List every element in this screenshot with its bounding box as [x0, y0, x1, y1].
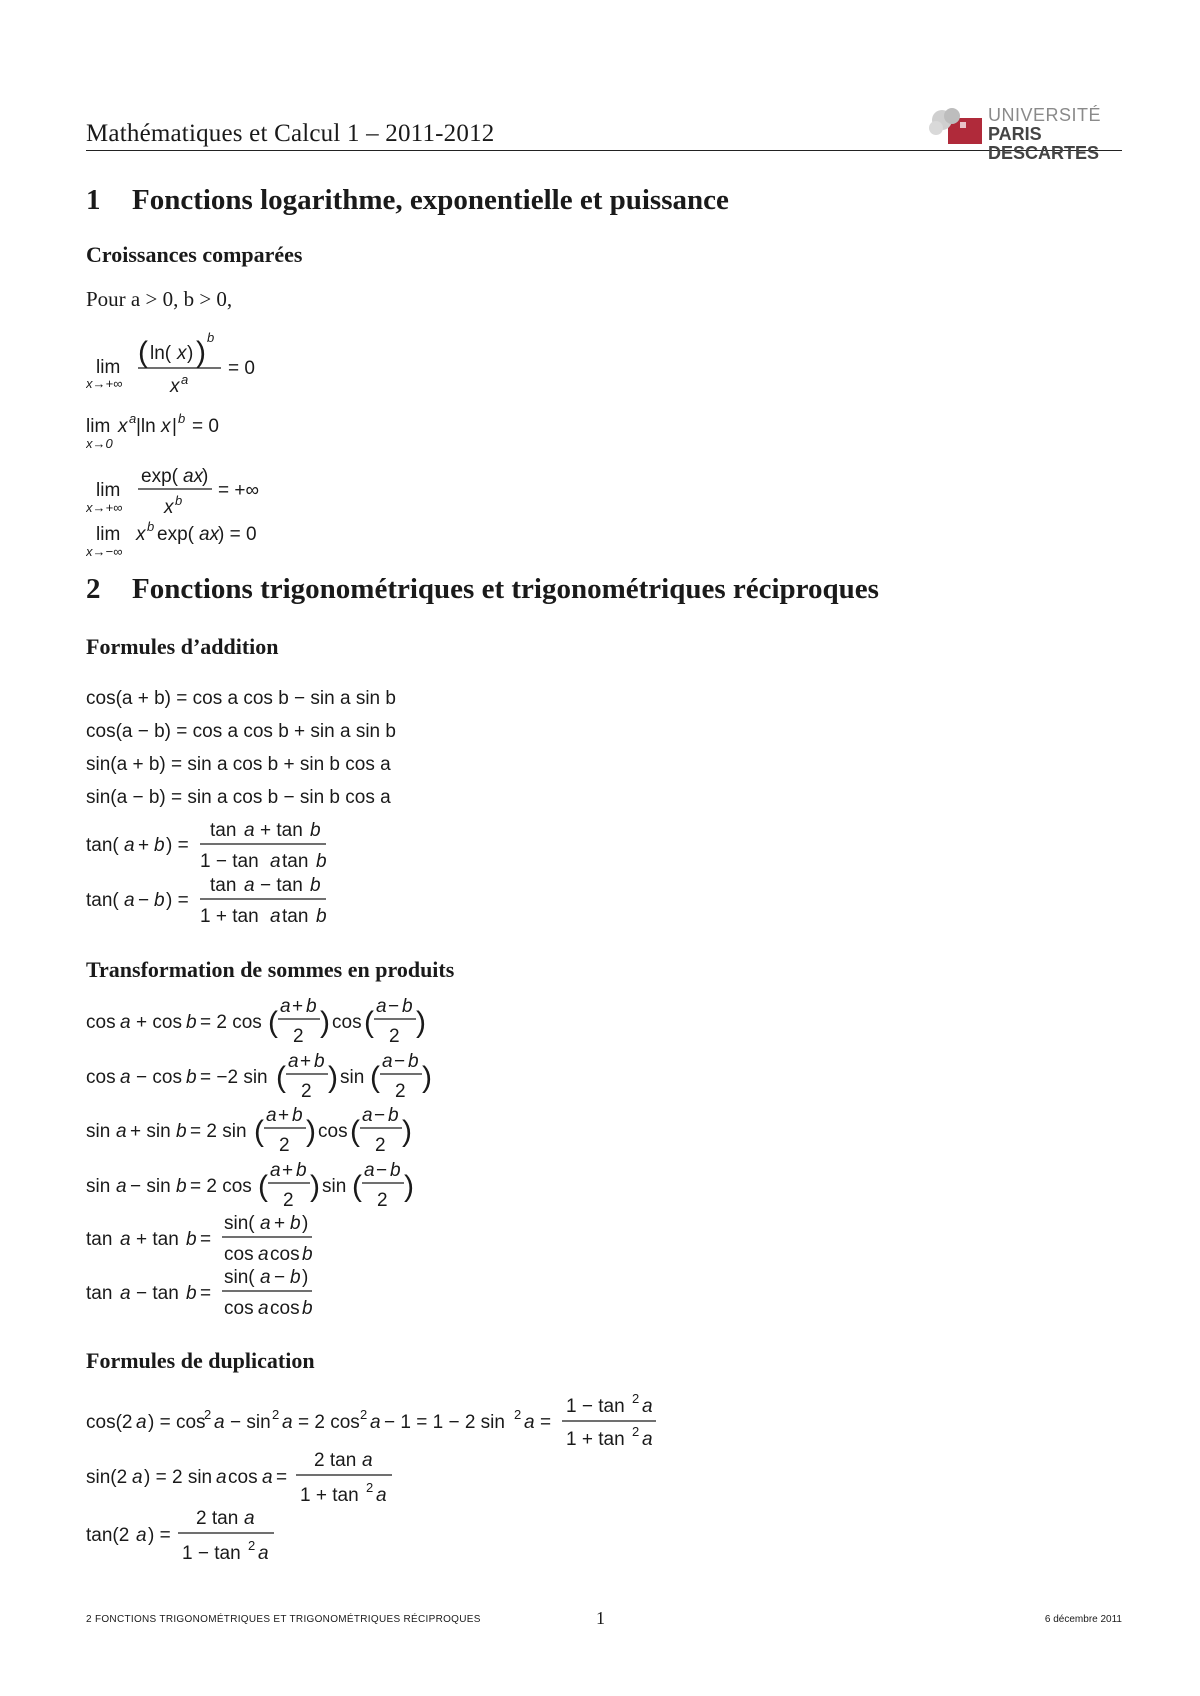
- svg-text:a: a: [362, 1105, 373, 1126]
- svg-text:tan(2: tan(2: [86, 1525, 130, 1546]
- svg-text:2: 2: [395, 1081, 406, 1102]
- svg-text:b: b: [147, 519, 155, 534]
- svg-text:exp(: exp(: [141, 466, 178, 487]
- svg-text:b: b: [292, 1105, 303, 1126]
- section-title: Fonctions trigonométriques et trigonométriques réciproques: [132, 573, 879, 605]
- svg-text:−: −: [376, 1160, 388, 1181]
- svg-text:a: a: [116, 1121, 127, 1142]
- svg-text:b: b: [186, 1283, 197, 1304]
- svg-text:a: a: [270, 851, 281, 872]
- svg-text:a: a: [282, 1412, 293, 1433]
- svg-text:tan: tan: [282, 906, 309, 927]
- svg-text:): ): [404, 1170, 414, 1203]
- svg-text:cos: cos: [224, 1298, 254, 1319]
- svg-text:a: a: [120, 1283, 131, 1304]
- svg-text:+: +: [138, 835, 150, 856]
- svg-text:a: a: [270, 906, 281, 927]
- svg-text:x→0: x→0: [86, 436, 113, 451]
- svg-text:a: a: [244, 875, 255, 896]
- svg-text:): ): [202, 466, 209, 487]
- svg-text:): ): [422, 1061, 432, 1094]
- svg-text:x→+∞: x→+∞: [86, 376, 123, 391]
- svg-text:(: (: [138, 336, 148, 369]
- svg-text:tan: tan: [86, 1283, 113, 1304]
- svg-text:a: a: [642, 1396, 653, 1417]
- svg-text:exp(: exp(: [157, 524, 194, 545]
- svg-text:a: a: [260, 1213, 271, 1234]
- svg-text:a: a: [362, 1450, 373, 1471]
- svg-text:cos: cos: [270, 1298, 300, 1319]
- svg-text:+: +: [300, 1051, 312, 1072]
- svg-text:(: (: [254, 1115, 264, 1148]
- svg-text:cos: cos: [86, 1067, 116, 1088]
- svg-text:sin: sin: [322, 1176, 347, 1197]
- svg-text:= 2 cos: = 2 cos: [200, 1012, 262, 1033]
- svg-text:b: b: [402, 996, 413, 1017]
- svg-text:a: a: [120, 1067, 131, 1088]
- svg-text:(: (: [268, 1006, 278, 1039]
- svg-text:): ): [196, 336, 206, 369]
- logo-line-2: PARIS DESCARTES: [988, 124, 1100, 163]
- footer-section-label: 2 FONCTIONS TRIGONOMÉTRIQUES ET TRIGONOMÉTRIQUES RÉCIPROQUES: [86, 1614, 481, 1625]
- svg-text:tan: tan: [282, 851, 309, 872]
- svg-text:): ): [302, 1213, 309, 1234]
- svg-text:b: b: [175, 493, 183, 508]
- svg-text:b: b: [310, 875, 321, 896]
- addition-formula-4: sin(a − b) = sin a cos b − sin b cos a: [86, 787, 391, 808]
- svg-text:= 0: = 0: [228, 358, 255, 379]
- svg-text:x: x: [118, 416, 128, 437]
- svg-text:cos: cos: [270, 1244, 300, 1265]
- svg-text:(: (: [352, 1170, 362, 1203]
- transformation-formula-6: [86, 1262, 426, 1326]
- svg-text:2: 2: [632, 1391, 640, 1406]
- svg-text:1 + tan: 1 + tan: [300, 1485, 359, 1506]
- svg-text:a: a: [524, 1412, 535, 1433]
- svg-text:− tan: − tan: [136, 1283, 179, 1304]
- svg-text:−: −: [388, 996, 400, 1017]
- svg-text:) =: ) =: [166, 890, 189, 911]
- svg-text:a: a: [244, 820, 255, 841]
- svg-text:a: a: [270, 1160, 281, 1181]
- section-title: Fonctions logarithme, exponentielle et puissance: [132, 184, 729, 216]
- section-2-heading: [86, 573, 879, 606]
- svg-text:−: −: [374, 1105, 386, 1126]
- svg-text:a: a: [214, 1412, 225, 1433]
- svg-text:a: a: [258, 1298, 269, 1319]
- svg-text:− sin: − sin: [130, 1176, 171, 1197]
- svg-text:+ sin: + sin: [130, 1121, 171, 1142]
- svg-text:b: b: [154, 890, 165, 911]
- svg-text:2 tan: 2 tan: [314, 1450, 357, 1471]
- svg-text:sin: sin: [86, 1176, 111, 1197]
- svg-text:+: +: [278, 1105, 290, 1126]
- svg-text:a: a: [244, 1508, 255, 1529]
- svg-text:) = 2 sin: ) = 2 sin: [144, 1467, 213, 1488]
- svg-text:2: 2: [375, 1135, 386, 1156]
- svg-text:+ tan: + tan: [136, 1229, 179, 1250]
- svg-text:−: −: [138, 890, 150, 911]
- svg-text:a: a: [120, 1012, 131, 1033]
- section-number: 1: [86, 184, 101, 216]
- svg-text:a: a: [262, 1467, 273, 1488]
- svg-text:= +∞: = +∞: [218, 480, 260, 501]
- svg-text:b: b: [302, 1298, 313, 1319]
- addition-formula-1: cos(a + b) = cos a cos b − sin a sin b: [86, 688, 396, 709]
- svg-text:1 + tan: 1 + tan: [200, 906, 259, 927]
- svg-text:tan: tan: [210, 820, 237, 841]
- svg-text:cos: cos: [224, 1244, 254, 1265]
- svg-text:2: 2: [272, 1407, 280, 1422]
- subsection-addition: Formules d’addition: [86, 634, 279, 659]
- svg-text:a: a: [136, 1412, 147, 1433]
- subsection-duplication: Formules de duplication: [86, 1348, 315, 1373]
- svg-text:cos: cos: [86, 1012, 116, 1033]
- svg-text:2: 2: [366, 1480, 374, 1495]
- svg-text:a: a: [370, 1412, 381, 1433]
- svg-text:a: a: [376, 996, 387, 1017]
- svg-text:= −2 sin: = −2 sin: [200, 1067, 268, 1088]
- svg-text:a: a: [364, 1160, 375, 1181]
- svg-text:= 2 cos: = 2 cos: [190, 1176, 252, 1197]
- intro-text: Pour a > 0, b > 0,: [86, 287, 233, 311]
- svg-text:2: 2: [283, 1190, 294, 1211]
- svg-text:− tan: − tan: [260, 875, 303, 896]
- svg-text:ax: ax: [183, 466, 204, 487]
- svg-text:a: a: [116, 1176, 127, 1197]
- subsection-transformation: Transformation de sommes en produits: [86, 957, 455, 982]
- svg-text:a: a: [260, 1267, 271, 1288]
- svg-text:a: a: [376, 1485, 387, 1506]
- svg-text:= 2 sin: = 2 sin: [190, 1121, 247, 1142]
- svg-text:): ): [402, 1115, 412, 1148]
- svg-text:b: b: [290, 1213, 301, 1234]
- svg-text:a: a: [120, 1229, 131, 1250]
- svg-text:) =: ) =: [166, 835, 189, 856]
- svg-text:2: 2: [279, 1135, 290, 1156]
- svg-text:sin: sin: [86, 1121, 111, 1142]
- svg-text:a: a: [129, 411, 137, 426]
- transformation-formula-1: [86, 992, 506, 1052]
- svg-text:cos(2: cos(2: [86, 1412, 133, 1433]
- svg-text:x: x: [177, 343, 187, 364]
- svg-text:=: =: [200, 1229, 212, 1250]
- section-number: 2: [86, 573, 101, 605]
- svg-text:1 − tan: 1 − tan: [182, 1543, 241, 1564]
- svg-text:a: a: [216, 1467, 227, 1488]
- svg-text:x→−∞: x→−∞: [86, 544, 123, 559]
- svg-text:) = 0: ) = 0: [218, 524, 257, 545]
- svg-text:x→+∞: x→+∞: [86, 500, 123, 515]
- svg-text:sin: sin: [340, 1067, 365, 1088]
- svg-text:a: a: [288, 1051, 299, 1072]
- svg-text:b: b: [316, 906, 327, 927]
- svg-text:−: −: [394, 1051, 406, 1072]
- svg-text:lim: lim: [96, 480, 121, 501]
- page-footer: [86, 1610, 1122, 1630]
- svg-text:): ): [187, 343, 194, 364]
- svg-text:(: (: [258, 1170, 268, 1203]
- transformation-formula-4: [86, 1156, 506, 1216]
- svg-text:b: b: [176, 1121, 187, 1142]
- svg-text:b: b: [314, 1051, 325, 1072]
- svg-text:a: a: [124, 835, 135, 856]
- svg-text:x: x: [136, 524, 146, 545]
- page-number: 1: [596, 1608, 605, 1628]
- svg-text:= 2 cos: = 2 cos: [298, 1412, 360, 1433]
- svg-text:tan(: tan(: [86, 835, 119, 856]
- svg-text:a: a: [124, 890, 135, 911]
- svg-text:− cos: − cos: [136, 1067, 182, 1088]
- svg-text:b: b: [408, 1051, 419, 1072]
- svg-text:(: (: [370, 1061, 380, 1094]
- svg-text:): ): [310, 1170, 320, 1203]
- svg-text:=: =: [276, 1467, 288, 1488]
- svg-text:2: 2: [632, 1424, 640, 1439]
- addition-formula-3: sin(a + b) = sin a cos b + sin b cos a: [86, 754, 391, 775]
- svg-text:a: a: [382, 1051, 393, 1072]
- svg-text:2: 2: [301, 1081, 312, 1102]
- svg-text:cos: cos: [228, 1467, 258, 1488]
- svg-text:|ln: |ln: [136, 416, 156, 437]
- svg-text:) =: ) =: [148, 1525, 171, 1546]
- section-1-heading: [86, 184, 729, 217]
- svg-text:a: a: [642, 1429, 653, 1450]
- header-title: Mathématiques et Calcul 1 – 2011-2012: [86, 120, 495, 147]
- svg-text:x: x: [161, 416, 171, 437]
- svg-text:b: b: [176, 1176, 187, 1197]
- limit-formula-2: [86, 408, 386, 462]
- logo-line-1: UNIVERSITÉ: [988, 105, 1102, 125]
- addition-formula-2: cos(a − b) = cos a cos b + sin a sin b: [86, 721, 396, 742]
- svg-text:sin(: sin(: [224, 1267, 255, 1288]
- svg-text:a: a: [258, 1543, 269, 1564]
- svg-text:+ tan: + tan: [260, 820, 303, 841]
- svg-text:b: b: [316, 851, 327, 872]
- svg-text:): ): [328, 1061, 338, 1094]
- svg-text:=: =: [200, 1283, 212, 1304]
- footer-date: 6 décembre 2011: [1044, 1614, 1122, 1625]
- subsection-croissances: Croissances comparées: [86, 242, 303, 267]
- svg-text:lim: lim: [96, 524, 121, 545]
- svg-text:a: a: [132, 1467, 143, 1488]
- svg-text:b: b: [186, 1067, 197, 1088]
- svg-text:lim: lim: [86, 416, 111, 437]
- addition-formula-6: [86, 870, 386, 934]
- svg-text:tan: tan: [86, 1229, 113, 1250]
- svg-text:2: 2: [514, 1407, 522, 1422]
- svg-text:a: a: [181, 372, 189, 387]
- svg-text:b: b: [388, 1105, 399, 1126]
- svg-text:a: a: [266, 1105, 277, 1126]
- svg-text:(: (: [364, 1006, 374, 1039]
- svg-text:b: b: [186, 1012, 197, 1033]
- svg-text:a: a: [136, 1525, 147, 1546]
- svg-text:b: b: [178, 411, 186, 426]
- svg-text:a: a: [258, 1244, 269, 1265]
- svg-text:|: |: [172, 416, 177, 437]
- svg-text:b: b: [390, 1160, 401, 1181]
- svg-text:x: x: [170, 376, 180, 397]
- svg-text:2: 2: [389, 1026, 400, 1047]
- svg-text:b: b: [302, 1244, 313, 1265]
- svg-text:b: b: [310, 820, 321, 841]
- limit-formula-1: [86, 328, 386, 412]
- svg-text:): ): [320, 1006, 330, 1039]
- svg-text:b: b: [186, 1229, 197, 1250]
- svg-text:b: b: [306, 996, 317, 1017]
- svg-text:(: (: [350, 1115, 360, 1148]
- svg-text:1 − tan: 1 − tan: [566, 1396, 625, 1417]
- svg-text:sin(2: sin(2: [86, 1467, 128, 1488]
- svg-text:sin(: sin(: [224, 1213, 255, 1234]
- svg-text:tan(: tan(: [86, 890, 119, 911]
- svg-text:− sin: − sin: [230, 1412, 271, 1433]
- svg-text:cos: cos: [318, 1121, 348, 1142]
- svg-text:2: 2: [377, 1190, 388, 1211]
- logo-emblem-icon: [926, 108, 984, 144]
- svg-text:lim: lim: [96, 357, 121, 378]
- svg-text:= 0: = 0: [192, 416, 219, 437]
- svg-text:tan: tan: [210, 875, 237, 896]
- svg-text:2: 2: [360, 1407, 368, 1422]
- duplication-formula-3: [86, 1502, 386, 1570]
- svg-text:ln(: ln(: [150, 343, 172, 364]
- svg-text:−: −: [274, 1267, 286, 1288]
- svg-text:+: +: [282, 1160, 294, 1181]
- svg-text:b: b: [207, 330, 215, 345]
- svg-text:2: 2: [204, 1407, 212, 1422]
- svg-text:): ): [416, 1006, 426, 1039]
- svg-text:+: +: [274, 1213, 286, 1234]
- svg-text:+: +: [292, 996, 304, 1017]
- svg-text:b: b: [154, 835, 165, 856]
- svg-text:1 − tan: 1 − tan: [200, 851, 259, 872]
- svg-text:=: =: [540, 1412, 552, 1433]
- svg-text:1 + tan: 1 + tan: [566, 1429, 625, 1450]
- transformation-formula-3: [86, 1101, 506, 1161]
- svg-text:b: b: [296, 1160, 307, 1181]
- transformation-formula-2: [86, 1047, 506, 1107]
- svg-text:): ): [306, 1115, 316, 1148]
- svg-text:) = cos: ) = cos: [148, 1412, 206, 1433]
- svg-text:a: a: [280, 996, 291, 1017]
- svg-text:− 1 = 1 − 2 sin: − 1 = 1 − 2 sin: [384, 1412, 505, 1433]
- page-header: [86, 105, 1122, 163]
- svg-text:b: b: [290, 1267, 301, 1288]
- svg-text:2: 2: [248, 1538, 256, 1553]
- svg-text:): ): [302, 1267, 309, 1288]
- logo-text: [988, 106, 1122, 163]
- svg-text:(: (: [276, 1061, 286, 1094]
- university-logo: [926, 104, 1122, 163]
- svg-text:x: x: [164, 497, 174, 518]
- svg-text:2 tan: 2 tan: [196, 1508, 239, 1529]
- svg-text:+ cos: + cos: [136, 1012, 182, 1033]
- svg-text:ax: ax: [199, 524, 220, 545]
- svg-text:cos: cos: [332, 1012, 362, 1033]
- svg-text:2: 2: [293, 1026, 304, 1047]
- limit-formula-4: [86, 518, 386, 572]
